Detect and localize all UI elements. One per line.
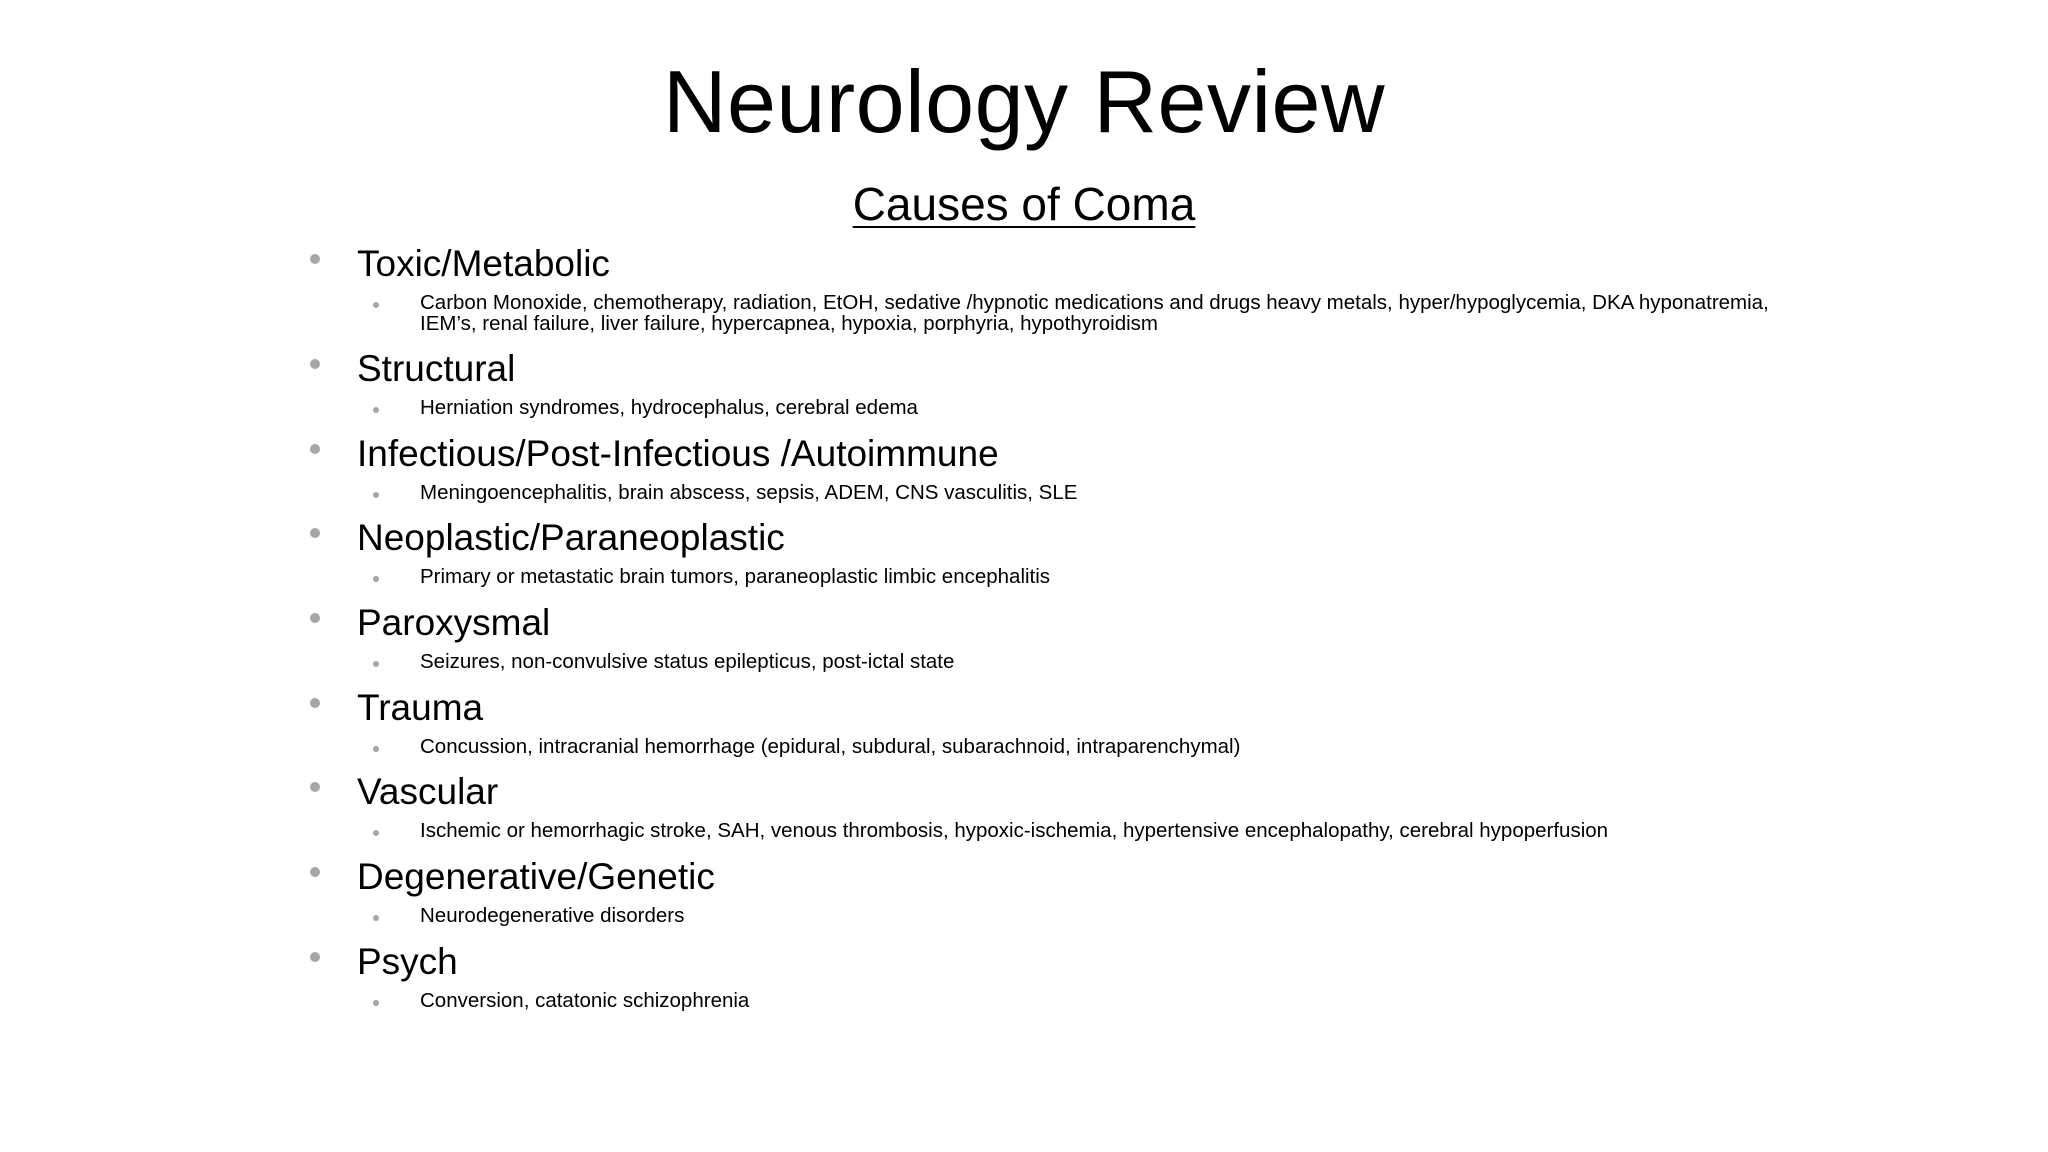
- bullet-icon: [310, 782, 320, 792]
- category-detail: Ischemic or hemorrhagic stroke, SAH, venous thrombosis, hypoxic-ischemia, hypertensive encephalopathy, cerebral hypoperfusion: [420, 819, 1609, 842]
- sub-bullet-icon: [373, 746, 379, 752]
- slide-subtitle: Causes of Coma: [852, 178, 1196, 230]
- category-label: Paroxysmal: [357, 602, 551, 643]
- category-detail: Conversion, catatonic schizophrenia: [420, 989, 750, 1012]
- bullet-icon: [310, 952, 320, 962]
- sub-bullet-icon: [373, 302, 379, 308]
- category-label: Psych: [357, 941, 458, 982]
- category-detail: Neurodegenerative disorders: [420, 904, 685, 927]
- category-label: Trauma: [357, 687, 484, 728]
- bullet-icon: [310, 867, 320, 877]
- sub-bullet-icon: [373, 915, 379, 921]
- category-detail: Concussion, intracranial hemorrhage (epidural, subdural, subarachnoid, intraparenchymal): [420, 735, 1241, 758]
- category-detail: Meningoencephalitis, brain abscess, sepsis, ADEM, CNS vasculitis, SLE: [420, 481, 1078, 504]
- bullet-icon: [310, 528, 320, 538]
- bullet-icon: [310, 359, 320, 369]
- category-detail: Seizures, non-convulsive status epilepticus, post-ictal state: [420, 650, 955, 673]
- slide-title: Neurology Review: [662, 52, 1386, 151]
- bullet-icon: [310, 254, 320, 264]
- sub-bullet-icon: [373, 830, 379, 836]
- category-detail: Primary or metastatic brain tumors, paraneoplastic limbic encephalitis: [420, 565, 1051, 588]
- bullet-icon: [310, 698, 320, 708]
- category-label: Degenerative/Genetic: [357, 856, 715, 897]
- bullet-icon: [310, 444, 320, 454]
- category-label: Structural: [357, 348, 516, 389]
- category-label: Infectious/Post-Infectious /Autoimmune: [357, 433, 999, 474]
- category-label: Vascular: [357, 771, 499, 812]
- category-detail: Herniation syndromes, hydrocephalus, cerebral edema: [420, 396, 918, 419]
- sub-bullet-icon: [373, 1000, 379, 1006]
- category-label: Toxic/Metabolic: [357, 243, 610, 284]
- category-detail: Carbon Monoxide, chemotherapy, radiation, EtOH, sedative /hypnotic medications and drugs heavy metals, hyper/hypoglycemia, DKA hyponatremia, IEM’s, renal failure, liver failure, hypercapnea, hypoxia, porphyria, hypothyroidism: [420, 291, 1769, 335]
- bullet-icon: [310, 613, 320, 623]
- category-label: Neoplastic/Paraneoplastic: [357, 517, 785, 558]
- sub-bullet-icon: [373, 661, 379, 667]
- sub-bullet-icon: [373, 407, 379, 413]
- sub-bullet-icon: [373, 492, 379, 498]
- sub-bullet-icon: [373, 576, 379, 582]
